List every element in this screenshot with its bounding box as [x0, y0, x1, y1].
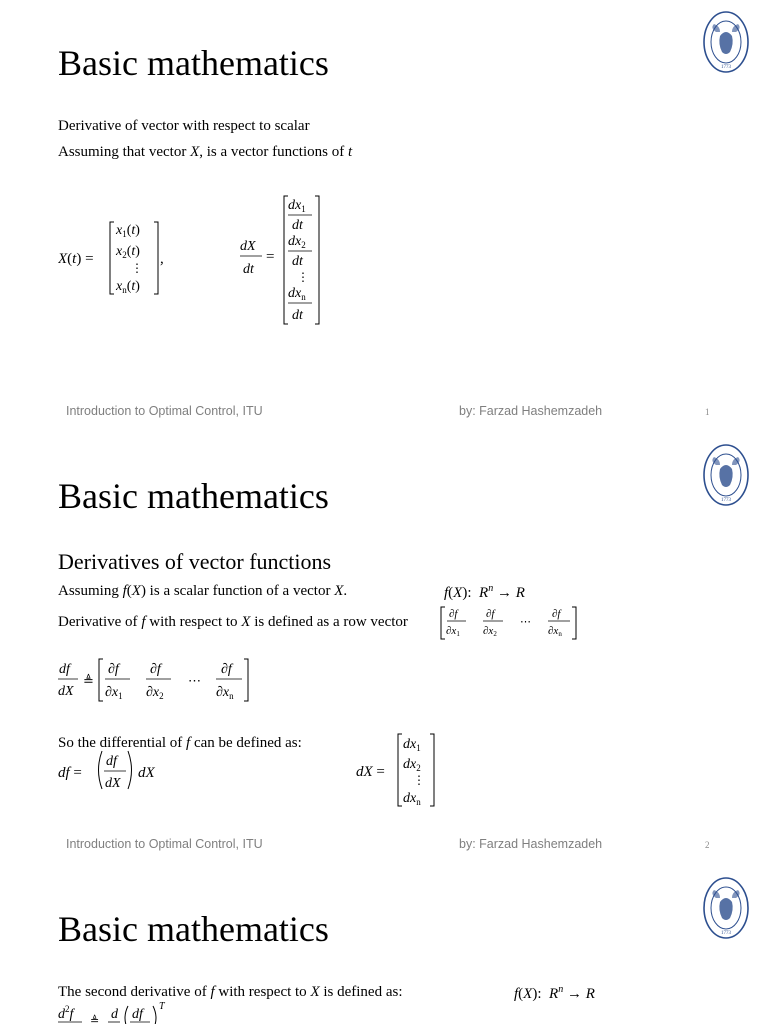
footer-course: Introduction to Optimal Control, ITU: [66, 404, 263, 418]
svg-text:df: df: [59, 662, 70, 677]
vector-derivative-equation: [240, 193, 340, 333]
footer-author: by: Farzad Hashemzadeh: [459, 837, 603, 851]
footer-author: by: Farzad Hashemzadeh: [459, 404, 603, 418]
svg-text:dx2: $dx_2$: [288, 234, 306, 250]
svg-text:x2(t): $x_2(t)$: [116, 244, 140, 260]
text-line: Assuming f(X) is a scalar function of a vector X.: [58, 583, 348, 599]
svg-text:X(t) =: X(t) =: [58, 251, 94, 267]
page-number: 1: [705, 407, 710, 417]
svg-text:dX =: dX =: [356, 764, 385, 780]
svg-text:⋯: ⋯: [188, 673, 201, 688]
svg-text:⋮: ⋮: [413, 773, 425, 787]
svg-text:∂f: ∂f: [150, 662, 161, 677]
university-logo: [702, 876, 750, 940]
svg-text:dt: dt: [243, 262, 254, 277]
svg-text:∂f: ∂f: [221, 662, 232, 677]
svg-text:∂x1: $\partial x_1$: [105, 685, 123, 701]
svg-text:dX: dX: [105, 776, 121, 791]
svg-text:∂x1: ∂x1: [446, 625, 460, 638]
dx-vector: [356, 731, 446, 816]
svg-text:∂f: ∂f: [486, 608, 495, 620]
svg-text:≜: ≜: [83, 673, 94, 688]
svg-text:xn(t): $x_n(t)$: [116, 279, 140, 295]
footer-course: Introduction to Optimal Control, ITU: [66, 837, 263, 851]
svg-text:∂xn: ∂xn: [548, 625, 562, 638]
svg-text:dxn: $dx_n$: [288, 286, 306, 302]
text-line: Derivative of vector with respect to scalar: [58, 118, 310, 134]
svg-text:T: T: [159, 1001, 165, 1012]
section-heading: Derivatives of vector functions: [58, 549, 332, 574]
slide-3: [0, 866, 768, 1024]
row-vector-gradient: [440, 603, 580, 648]
svg-text:=: =: [266, 249, 275, 265]
svg-text:∂xn: $\partial x_n$: [216, 685, 234, 701]
svg-text:≜: ≜: [90, 1015, 100, 1024]
svg-text:1773: 1773: [721, 65, 731, 70]
svg-text:1773: 1773: [721, 931, 731, 936]
svg-text:dt: dt: [292, 308, 303, 323]
page-number: 2: [705, 840, 710, 850]
svg-text:⋯: ⋯: [520, 616, 531, 628]
svg-text:dX: dX: [138, 765, 155, 781]
svg-text:df: df: [106, 754, 117, 769]
svg-text:⋮: ⋮: [297, 270, 309, 284]
svg-text:dx1: $dx_1$: [403, 737, 421, 753]
svg-text:∂f: ∂f: [552, 608, 561, 620]
svg-text:dx1: $dx_1$: [288, 198, 306, 214]
slide-title: Basic mathematics: [58, 476, 329, 516]
svg-text:dX: dX: [240, 239, 256, 254]
svg-text:⋮: ⋮: [131, 261, 143, 275]
svg-text:dxn: $dx_n$: [403, 791, 421, 807]
slide-2: [0, 433, 768, 866]
svg-text:dt: dt: [292, 254, 303, 269]
mapping-label: f(X): $R^n \to R$: [514, 984, 595, 1002]
differential-equation: [58, 747, 168, 798]
mapping-label: f(X): $R^n \to R$: [444, 583, 525, 601]
svg-text:df: df: [132, 1007, 143, 1022]
slide-1: [0, 0, 768, 433]
svg-text:∂f: ∂f: [449, 608, 458, 620]
svg-text:dx2: $dx_2$: [403, 757, 421, 773]
svg-text:∂x2: ∂x2: [483, 625, 497, 638]
second-derivative-definition: [58, 1000, 178, 1029]
svg-text:∂x2: $\partial x_2$: [146, 685, 164, 701]
svg-text:d: d: [111, 1007, 118, 1022]
svg-text:d2f: $d^2f$: [58, 1004, 74, 1022]
text-line: Derivative of f with respect to X is defined as a row vector: [58, 614, 408, 630]
svg-text:x1(t): $x_1(t)$: [116, 223, 140, 239]
text-line: Assuming that vector X, is a vector functions of t: [58, 144, 353, 160]
slide-title: Basic mathematics: [58, 909, 329, 949]
svg-text:df =: df =: [58, 765, 82, 781]
svg-text:1773: 1773: [721, 498, 731, 503]
vector-x-equation: [58, 218, 188, 303]
svg-text:∂f: ∂f: [108, 662, 119, 677]
svg-text:dX: dX: [58, 684, 74, 699]
svg-text:,: ,: [160, 251, 164, 267]
text-line: So the differential of f can be defined as:: [58, 735, 302, 751]
gradient-definition: [58, 655, 258, 710]
text-line: The second derivative of f with respect to X is defined as:: [58, 984, 403, 1000]
university-logo: [702, 10, 750, 74]
svg-text:dt: dt: [292, 218, 303, 233]
university-logo: [702, 443, 750, 507]
slide-title: Basic mathematics: [58, 43, 329, 83]
